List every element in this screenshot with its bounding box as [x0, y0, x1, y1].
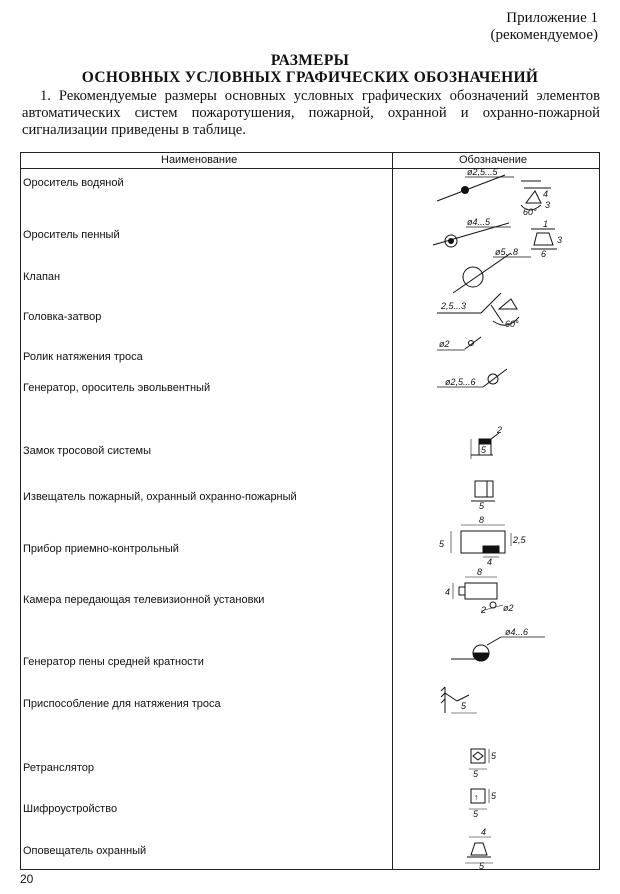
- dim-3-a: 3: [545, 200, 551, 210]
- alarm-annunciator-symbol: [465, 827, 493, 871]
- dim-3-b: 3: [557, 235, 563, 245]
- dim-5-c: 5: [439, 539, 445, 549]
- row-name-2: Клапан: [23, 271, 61, 283]
- dim-2-5-b: 2,5: [513, 535, 526, 545]
- row-name-7: Извещатель пожарный, охранный охранно-пожарный: [23, 491, 297, 503]
- arrow-glyph: ↑: [474, 792, 479, 802]
- column-divider: [392, 153, 393, 869]
- dim-1: 1: [543, 219, 549, 229]
- dim-2-a: 2: [497, 425, 503, 435]
- dim-angle-60-b: 60°: [505, 319, 519, 329]
- valve-symbol: [453, 247, 531, 293]
- page-title: [0, 52, 620, 86]
- symbols-table: [20, 152, 600, 870]
- row-name-1: Ороситель пенный: [23, 229, 120, 241]
- involute-generator-symbol: [437, 369, 507, 387]
- dim-4-b: 4: [487, 557, 493, 567]
- gate-head-symbol: [437, 293, 519, 329]
- page-number: 20: [20, 872, 34, 886]
- row-name-6: Замок тросовой системы: [23, 445, 152, 457]
- row-name-5: Генератор, ороситель эвольвентный: [23, 382, 211, 394]
- row-name-0: Ороситель водяной: [23, 177, 124, 189]
- dim-d25-6: ø2,5...6: [445, 377, 476, 387]
- control-panel-symbol: [439, 515, 527, 567]
- title-line2: ОСНОВНЫХ УСЛОВНЫХ ГРАФИЧЕСКИХ ОБОЗНАЧЕНИЙ: [81, 69, 539, 86]
- dim-angle-60-a: 60°: [523, 207, 537, 217]
- appendix-label: [491, 10, 599, 44]
- dim-5-a: 5: [481, 445, 487, 455]
- water-sprinkler-symbol: [437, 167, 551, 217]
- tension-roller-symbol: [437, 337, 481, 350]
- row-name-13: Шифроустройство: [23, 803, 118, 815]
- dim-d4-6: ø4...6: [505, 627, 529, 637]
- row-name-14: Оповещатель охранный: [23, 845, 147, 857]
- dim-d25-5: ø2,5...5: [467, 167, 498, 177]
- dim-d2-a: ø2: [439, 339, 450, 349]
- dim-d2-b: ø2: [503, 603, 514, 613]
- row-name-9: Камера передающая телевизионной установки: [23, 594, 265, 606]
- title-line1: РАЗМЕРЫ: [270, 52, 350, 69]
- row-name-10: Генератор пены средней кратности: [23, 656, 204, 668]
- dim-4-c: 4: [445, 587, 451, 597]
- encoder-symbol: [469, 789, 497, 819]
- appendix-line1: Приложение 1: [506, 10, 598, 26]
- row-name-11: Приспособление для натяжения троса: [23, 698, 221, 710]
- row-name-12: Ретранслятор: [23, 762, 94, 774]
- header-symbol: Обозначение: [459, 154, 528, 166]
- tensioner-symbol: [441, 687, 477, 713]
- appendix-line2: (рекомендуемое): [490, 27, 598, 43]
- detector-symbol: [471, 481, 495, 511]
- row-name-8: Прибор приемно-контрольный: [23, 543, 179, 555]
- dim-2-b: 2: [481, 605, 487, 615]
- dim-5-e: 5: [473, 769, 479, 779]
- dim-5-f: 5: [491, 751, 497, 761]
- dim-5-h: 5: [491, 791, 497, 801]
- dim-4-d: 4: [481, 827, 487, 837]
- dim-8-a: 8: [479, 515, 485, 525]
- dim-4-a: 4: [543, 189, 549, 199]
- foam-generator-symbol: [451, 627, 545, 661]
- symbols-drawing: [21, 153, 601, 871]
- header-name: Наименование: [161, 154, 238, 166]
- dim-2-5-3: 2,5...3: [441, 301, 467, 311]
- dim-8-b: 8: [477, 567, 483, 577]
- dim-5-b: 5: [479, 501, 485, 511]
- tv-camera-symbol: [445, 567, 514, 615]
- dim-d5-8: ø5...8: [495, 247, 519, 257]
- row-name-3: Головка-затвор: [23, 311, 102, 323]
- table-header: [21, 153, 599, 169]
- cable-lock-symbol: [471, 425, 502, 459]
- dim-d4-5: ø4...5: [467, 217, 491, 227]
- dim-5-g: 5: [473, 809, 479, 819]
- dim-5-d: 5: [461, 701, 467, 711]
- dim-5-i: 5: [479, 861, 485, 871]
- row-name-4: Ролик натяжения троса: [23, 351, 143, 363]
- intro-paragraph: 1. Рекомендуемые размеры основных условных графических обозначений элементов автоматических систем пожаротушения, пожарной, охранной и охранно-пожарной сигнализации приведены в таблице.: [22, 88, 600, 138]
- repeater-symbol: [469, 749, 497, 779]
- dim-6: 6: [541, 249, 547, 259]
- foam-sprinkler-symbol: [433, 217, 562, 259]
